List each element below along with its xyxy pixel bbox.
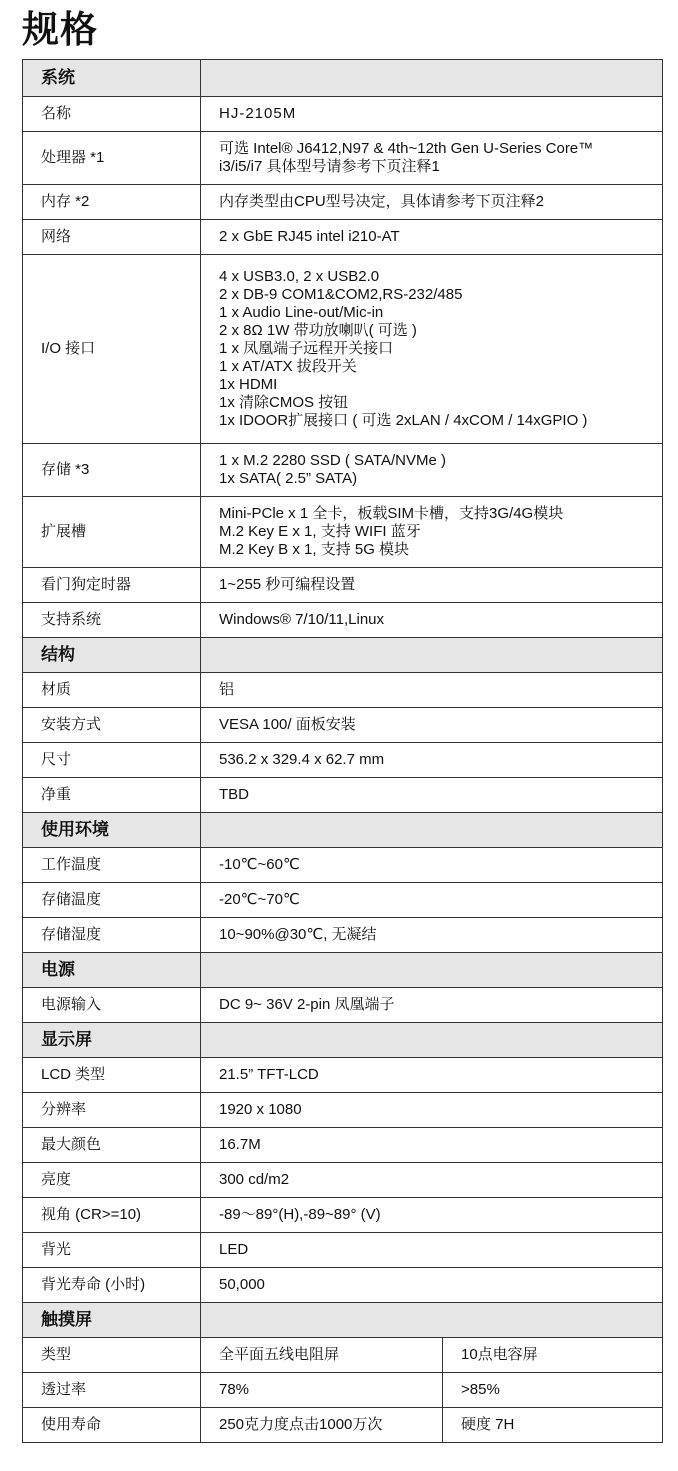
row-value: 1 x M.2 2280 SSD ( SATA/NVMe ) 1x SATA( 2.5” SATA) (201, 444, 663, 497)
table-row (23, 1233, 663, 1268)
row-value: 10~90%@30℃, 无凝结 (201, 918, 663, 953)
section-blank (201, 60, 663, 97)
table-row (23, 918, 663, 953)
row-value-resistive: 78% (201, 1373, 443, 1408)
row-value: -10℃~60℃ (201, 848, 663, 883)
table-row (23, 1338, 663, 1373)
table-row (23, 497, 663, 568)
row-label: 视角 (CR>=10) (23, 1198, 201, 1233)
section-blank (201, 1023, 663, 1058)
section-header (23, 1303, 663, 1338)
table-row (23, 185, 663, 220)
row-value: DC 9~ 36V 2-pin 凤凰端子 (201, 988, 663, 1023)
row-label: 内存 *2 (23, 185, 201, 220)
row-label: 处理器 *1 (23, 132, 201, 185)
table-row (23, 1128, 663, 1163)
row-value: 可选 Intel® J6412,N97 & 4th~12th Gen U-Series Core™ i3/i5/i7 具体型号请参考下页注释1 (201, 132, 663, 185)
row-label: 净重 (23, 778, 201, 813)
table-row (23, 848, 663, 883)
table-row (23, 883, 663, 918)
table-row (23, 603, 663, 638)
row-value: 21.5” TFT-LCD (201, 1058, 663, 1093)
section-title: 电源 (23, 953, 201, 988)
row-value: TBD (201, 778, 663, 813)
table-row (23, 220, 663, 255)
page-title: 规格 (22, 9, 98, 50)
section-blank (201, 813, 663, 848)
row-label: 类型 (23, 1338, 201, 1373)
row-value: 1~255 秒可编程设置 (201, 568, 663, 603)
row-label: 支持系统 (23, 603, 201, 638)
table-row (23, 1198, 663, 1233)
section-title: 显示屏 (23, 1023, 201, 1058)
section-header (23, 953, 663, 988)
section-blank (201, 953, 663, 988)
row-label: 背光寿命 (小时) (23, 1268, 201, 1303)
section-blank (201, 1303, 663, 1338)
row-label: 最大颜色 (23, 1128, 201, 1163)
row-label: 存储温度 (23, 883, 201, 918)
row-value: 2 x GbE RJ45 intel i210-AT (201, 220, 663, 255)
table-row (23, 1408, 663, 1443)
section-blank (201, 638, 663, 673)
row-value: -89～89°(H),-89~89° (V) (201, 1198, 663, 1233)
section-title: 使用环境 (23, 813, 201, 848)
row-value: 16.7M (201, 1128, 663, 1163)
row-value: Windows® 7/10/11,Linux (201, 603, 663, 638)
table-row (23, 1093, 663, 1128)
section-header (23, 60, 663, 97)
row-label: 电源输入 (23, 988, 201, 1023)
row-label: 尺寸 (23, 743, 201, 778)
table-row (23, 743, 663, 778)
row-value: HJ-2105M (201, 97, 663, 132)
row-label: 扩展槽 (23, 497, 201, 568)
row-label: 亮度 (23, 1163, 201, 1198)
table-row (23, 1268, 663, 1303)
table-row (23, 1163, 663, 1198)
row-value-capacitive: 10点电容屏 (443, 1338, 663, 1373)
table-row (23, 778, 663, 813)
table-row (23, 1058, 663, 1093)
row-value: LED (201, 1233, 663, 1268)
table-row (23, 1373, 663, 1408)
row-label: 背光 (23, 1233, 201, 1268)
row-value-resistive: 250克力度点击1000万次 (201, 1408, 443, 1443)
spec-table (22, 59, 663, 1443)
row-value: 内存类型由CPU型号决定，具体请参考下页注释2 (201, 185, 663, 220)
row-value: 50,000 (201, 1268, 663, 1303)
table-row (23, 97, 663, 132)
row-label: 分辨率 (23, 1093, 201, 1128)
section-title: 系统 (23, 60, 201, 97)
row-value-resistive: 全平面五线电阻屏 (201, 1338, 443, 1373)
section-header (23, 813, 663, 848)
section-title: 触摸屏 (23, 1303, 201, 1338)
section-header (23, 1023, 663, 1058)
row-value: Mini-PCle x 1 全卡，板载SIM卡槽，支持3G/4G模块 M.2 Key E x 1, 支持 WIFI 蓝牙 M.2 Key B x 1, 支持 5G 模块 (201, 497, 663, 568)
table-row (23, 988, 663, 1023)
row-value: 536.2 x 329.4 x 62.7 mm (201, 743, 663, 778)
row-value-capacitive: >85% (443, 1373, 663, 1408)
row-label: 材质 (23, 673, 201, 708)
row-label: 工作温度 (23, 848, 201, 883)
row-value: 1920 x 1080 (201, 1093, 663, 1128)
table-row (23, 132, 663, 185)
table-row (23, 444, 663, 497)
row-value: -20℃~70℃ (201, 883, 663, 918)
row-value: 300 cd/m2 (201, 1163, 663, 1198)
row-label: LCD 类型 (23, 1058, 201, 1093)
row-label: 存储 *3 (23, 444, 201, 497)
row-label: 网络 (23, 220, 201, 255)
section-header (23, 638, 663, 673)
row-value-capacitive: 硬度 7H (443, 1408, 663, 1443)
row-label: 存储湿度 (23, 918, 201, 953)
row-label: 看门狗定时器 (23, 568, 201, 603)
section-title: 结构 (23, 638, 201, 673)
row-label: 透过率 (23, 1373, 201, 1408)
row-label: 名称 (23, 97, 201, 132)
row-value: 4 x USB3.0, 2 x USB2.0 2 x DB-9 COM1&COM2,RS-232/485 1 x Audio Line-out/Mic-in 2 x 8Ω 1W 带功放喇叭( 可选 ) 1 x 凤凰端子远程开关接口 1 x AT/ATX 拔段开关 1x HDMI 1x 清除CMOS 按钮 1x IDOOR扩展接口 ( 可选 2xLAN / 4xCOM / 14xGPIO ) (201, 255, 663, 444)
row-value: 铝 (201, 673, 663, 708)
row-value: VESA 100/ 面板安装 (201, 708, 663, 743)
table-row (23, 673, 663, 708)
table-row (23, 255, 663, 444)
table-row (23, 708, 663, 743)
row-label: 安装方式 (23, 708, 201, 743)
table-row (23, 568, 663, 603)
row-label: I/O 接口 (23, 255, 201, 444)
row-label: 使用寿命 (23, 1408, 201, 1443)
